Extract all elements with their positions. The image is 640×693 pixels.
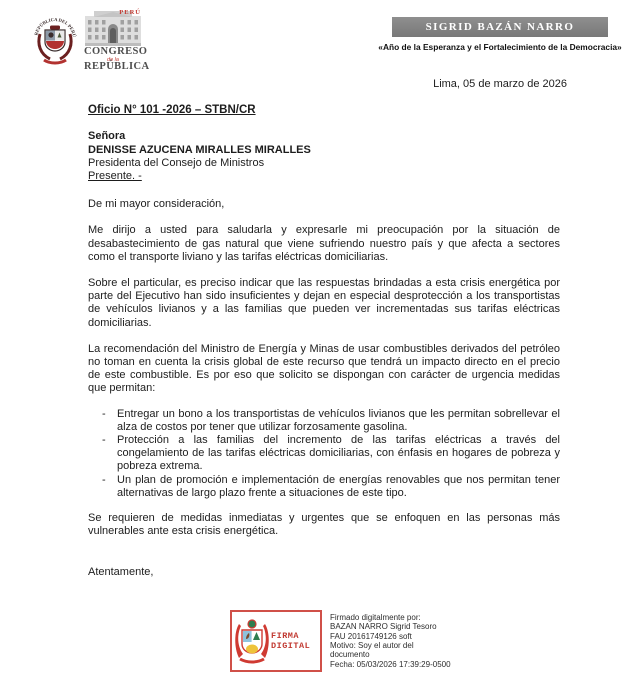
firma-digital-label xyxy=(271,631,310,651)
stamp-word-digital: DIGITAL xyxy=(271,640,311,651)
signature-line: Motivo: Soy el autor del xyxy=(330,640,414,650)
signature-line: documento xyxy=(330,650,370,660)
year-motto: «Año de la Esperanza y el Fortalecimiento de la Democracia» xyxy=(378,42,622,52)
recipient-block xyxy=(88,130,560,183)
list-item xyxy=(102,434,560,474)
stamp-coat-of-arms-icon xyxy=(235,618,269,664)
recipient-title: Presidenta del Consejo de Ministros xyxy=(88,156,265,169)
header-right-block xyxy=(375,17,625,52)
svg-text:REPÚBLICA DEL PERÚ: REPÚBLICA DEL PERÚ xyxy=(33,16,77,38)
signature-details xyxy=(330,610,451,672)
bullet-dash: - xyxy=(102,473,106,486)
congress-logo-line1: CONGRESO xyxy=(84,46,148,57)
letter-header xyxy=(0,0,640,76)
list-item xyxy=(102,408,560,434)
recipient-salutation: Señora xyxy=(88,130,126,143)
signature-line: FAU 20161749126 soft xyxy=(330,631,412,641)
date-line: Lima, 05 de marzo de 2026 xyxy=(433,78,567,90)
paragraph-2: Sobre el particular, es preciso indicar que las respuestas brindadas a esta crisis energética por parte del Ejecutivo han sido insuficientes y dejan en especial desprotección a los transportistas de vehículos livianos y a las familias que pueden ver incrementadas sus tarifas eléctricas domiciliarias. xyxy=(88,277,560,329)
stamp-word-firma: FIRMA xyxy=(271,630,300,641)
peru-coat-of-arms-seal-icon xyxy=(30,10,80,72)
request-list xyxy=(88,408,560,500)
congresswoman-name-banner: SIGRID BAZÁN NARRO xyxy=(392,17,608,37)
signature-line: Firmado digitalmente por: xyxy=(330,612,421,622)
signature-line: BAZAN NARRO Sigrid Tesoro xyxy=(330,622,437,632)
digital-signature-block xyxy=(230,610,640,672)
closing-paragraph: Se requieren de medidas inmediatas y urgentes que se enfoquen en las personas más vulnerables ante esta crisis energética. xyxy=(88,512,560,538)
list-item-text: Entregar un bono a los transportistas de vehículos livianos que les permitan sobrellevar el alza de costos por tener que utilizar forzosamente gasolina. xyxy=(117,407,560,433)
list-item-text: Protección a las familias del incremento de las tarifas eléctricas a través del congelamiento de las tarifas eléctricas domiciliarias, con énfasis en hogares de pobreza y pobreza extrema. xyxy=(117,434,560,473)
recipient-presence: Presente. - xyxy=(88,170,142,183)
congress-logo xyxy=(84,9,150,73)
congress-building-icon xyxy=(84,11,142,47)
paragraph-3: La recomendación del Ministro de Energía y Minas de usar combustibles derivados del petróleo no toman en cuenta la crisis global de este recurso que tendrá un impacto directo en el precio de este combustible. Es por eso que solicito se dispongan con carácter de urgencia medidas que permitan: xyxy=(88,342,560,395)
paragraph-1: Me dirijo a usted para saludarla y expresarle mi preocupación por la situación de desabastecimiento de gas natural que viene sufriendo nuestro país y que afecta a sectores como el transporte liviano y las tarifas eléctricas domiciliarias. xyxy=(88,224,560,263)
oficio-reference: Oficio N° 101 -2026 – STBN/CR xyxy=(88,104,256,117)
letter-body xyxy=(0,104,640,579)
greeting-line: De mi mayor consideración, xyxy=(88,198,225,211)
bullet-dash: - xyxy=(102,434,106,447)
firma-digital-stamp xyxy=(230,610,322,672)
recipient-name: DENISSE AZUCENA MIRALLES MIRALLES xyxy=(88,143,311,156)
signature-line: Fecha: 05/03/2026 17:39:29-0500 xyxy=(330,659,451,669)
list-item xyxy=(102,474,560,500)
bullet-dash: - xyxy=(102,407,106,420)
peru-label: PERÚ xyxy=(119,9,141,16)
congress-logo-line2: de la xyxy=(107,56,119,63)
congress-logo-line3: REPÚBLICA xyxy=(84,61,150,72)
list-item-text: Un plan de promoción e implementación de energías renovables que nos permitan tener alternativas de largo plazo frente a situaciones de este tipo. xyxy=(117,473,560,499)
valediction: Atentamente, xyxy=(88,566,154,579)
